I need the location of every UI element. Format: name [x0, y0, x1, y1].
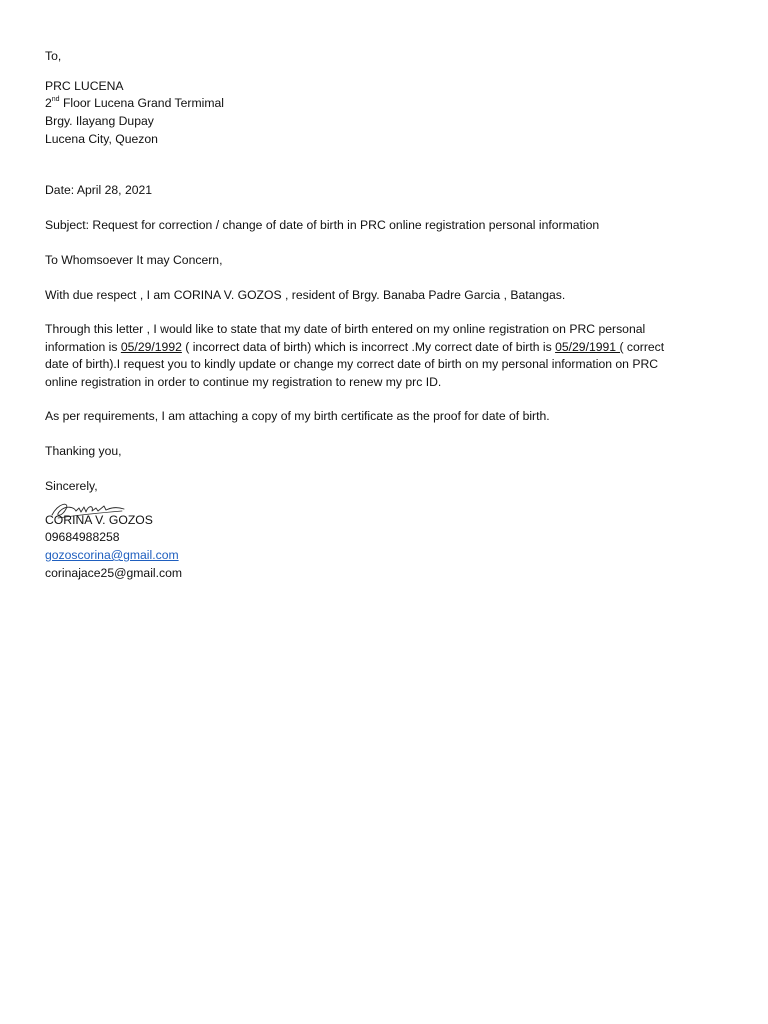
signature-name: CORINA V. GOZOS [45, 513, 153, 527]
requirements-text: As per requirements, I am attaching a copy of my birth certificate as the proof for date of birth. [45, 409, 550, 423]
letter-date: Date: April 28, 2021 [45, 183, 153, 197]
closing-text: Sincerely, [45, 479, 98, 493]
body-line-4: online registration in order to continue my registration to renew my prc ID. [45, 374, 442, 389]
body-line-3: date of birth).I request you to kindly update or change my correct date of birth on my personal information on PRC [45, 357, 659, 371]
body-line-1: Through this letter , I would like to state that my date of birth entered on my online registration on PRC personal [45, 322, 646, 336]
floor-number: 2 [45, 96, 52, 110]
body-line-2b: ( incorrect data of birth) which is incorrect .My correct date of birth is [181, 339, 556, 354]
floor-rest: Floor Lucena Grand Termimal [59, 96, 224, 110]
recipient-barangay: Brgy. Ilayang Dupay [45, 114, 154, 128]
email-primary-link[interactable]: gozoscorina@gmail.com [45, 548, 179, 562]
body-line-2c: correct [623, 339, 665, 354]
body-paragraph [45, 320, 705, 390]
correct-date: 05/29/1991 ( [555, 339, 624, 354]
recipient-name: PRC LUCENA [45, 79, 124, 93]
salutation-to: To, [45, 49, 62, 63]
body-line-2 [45, 338, 705, 356]
letter-subject: Subject: Request for correction / change of date of birth in PRC online registration personal information [45, 218, 600, 232]
recipient-floor [45, 94, 224, 112]
incorrect-date: 05/29/1992 [120, 339, 182, 354]
floor-suffix: nd [51, 95, 60, 103]
phone-number: 09684988258 [45, 530, 120, 544]
letter-greeting: To Whomsoever It may Concern, [45, 253, 223, 267]
email-secondary: corinajace25@gmail.com [45, 566, 183, 580]
letter-intro: With due respect , I am CORINA V. GOZOS , resident of Brgy. Banaba Padre Garcia , Batangas. [45, 288, 566, 302]
body-line-2a: information is [45, 339, 121, 354]
recipient-city: Lucena City, Quezon [45, 132, 158, 146]
thanks-text: Thanking you, [45, 444, 122, 458]
